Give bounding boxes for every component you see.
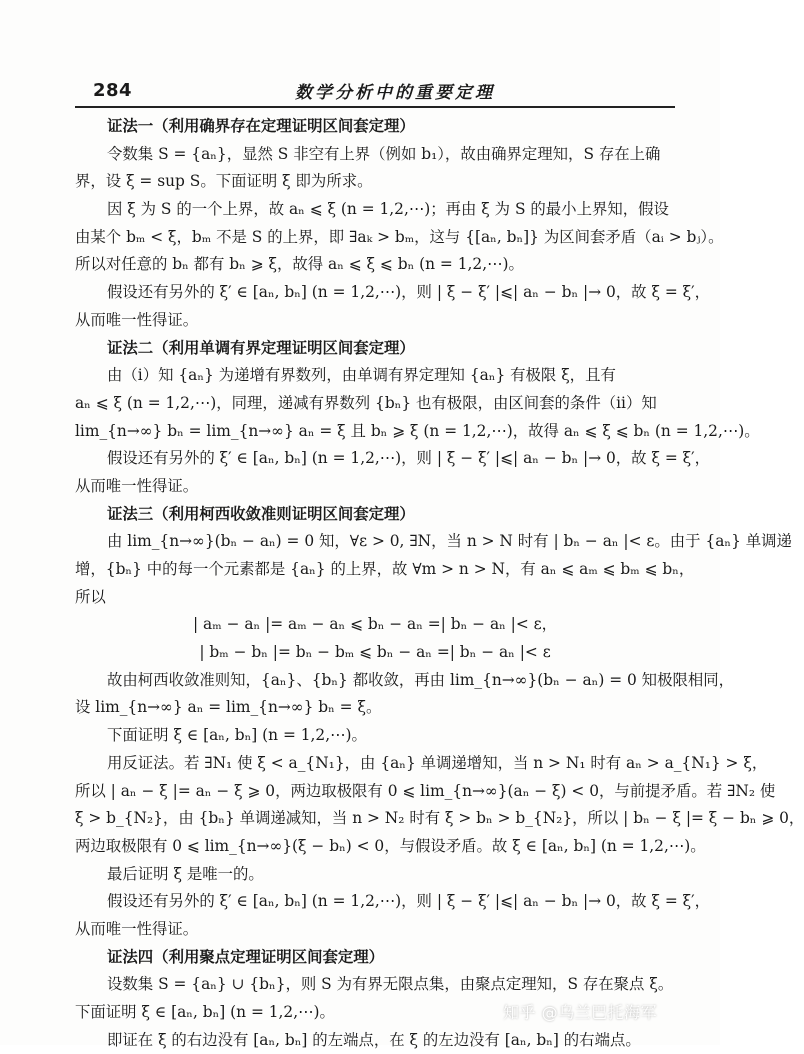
text-line: 假设还有另外的 ξ′ ∈ [aₙ, bₙ] (n = 1,2,⋯)，则 | ξ − ξ′ |⩽| aₙ − bₙ |→ 0，故 ξ = ξ′， [107,283,710,302]
text-line: 由（i）知 {aₙ} 为递增有界数列，由单调有界定理知 {aₙ} 有极限 ξ，且有 [107,366,616,385]
section-heading: 证法二（利用单调有界定理证明区间套定理） [107,338,415,357]
display-formula: | aₘ − aₙ |= aₘ − aₙ ⩽ bₙ − aₙ =| bₙ − aₙ |< ε， [192,615,558,634]
zhihu-watermark: 知乎 @乌兰巴托海军 [503,1003,658,1022]
text-line: 由某个 bₘ < ξ，bₘ 不是 S 的上界，即 ∃aₖ > bₘ，这与 {[aₙ, bₙ]} 为区间套矛盾（aᵢ > bⱼ）。 [75,227,724,246]
page-number: 284 [93,80,133,101]
running-header [75,78,675,106]
section-heading: 证法三（利用柯西收敛准则证明区间套定理） [107,504,415,523]
text-line: 因 ξ 为 S 的一个上界，故 aₙ ⩽ ξ (n = 1,2,⋯)；再由 ξ 为 S 的最小上界知，假设 [107,200,669,219]
text-line: 两边取极限有 0 ⩽ lim_{n→∞}(ξ − bₙ) < 0，与假设矛盾。故 ξ ∈ [aₙ, bₙ] (n = 1,2,⋯)。 [75,836,706,855]
text-line: 假设还有另外的 ξ′ ∈ [aₙ, bₙ] (n = 1,2,⋯)，则 | ξ − ξ′ |⩽| aₙ − bₙ |→ 0，故 ξ = ξ′， [107,892,710,911]
text-line: 界，设 ξ = sup S。下面证明 ξ 即为所求。 [75,172,373,191]
text-line: 所以 | aₙ − ξ |= aₙ − ξ ⩾ 0，两边取极限有 0 ⩽ lim_{n→∞}(aₙ − ξ) < 0，与前提矛盾。若 ∃N₂ 使 [75,781,776,800]
running-title: 数学分析中的重要定理 [295,83,495,103]
header-rule [75,106,675,108]
text-line: 下面证明 ξ ∈ [aₙ, bₙ] (n = 1,2,⋯)。 [75,1003,335,1021]
text-line: 所以对任意的 bₙ 都有 bₙ ⩾ ξ，故得 aₙ ⩽ ξ ⩽ bₙ (n = 1,2,⋯)。 [75,255,524,274]
section-heading: 证法四（利用聚点定理证明区间套定理） [107,947,385,966]
text-line: aₙ ⩽ ξ (n = 1,2,⋯)，同理，递减有界数列 {bₙ} 也有极限，由区间套的条件（ii）知 [75,393,657,412]
text-line: 设 lim_{n→∞} aₙ = lim_{n→∞} bₙ = ξ。 [75,698,382,717]
text-line: 令数集 S = {aₙ}，显然 S 非空有上界（例如 b₁），故由确界定理知，S 存在上确 [107,144,661,163]
text-line: 从而唯一性得证。 [75,919,199,938]
text-line: 用反证法。若 ∃N₁ 使 ξ < a_{N₁}，由 {aₙ} 单调递增知，当 n > N₁ 时有 aₙ > a_{N₁} > ξ， [107,753,768,772]
text-line: 下面证明 ξ ∈ [aₙ, bₙ] (n = 1,2,⋯)。 [107,726,367,745]
text-line: lim_{n→∞} bₙ = lim_{n→∞} aₙ = ξ 且 bₙ ⩾ ξ (n = 1,2,⋯)，故得 aₙ ⩽ ξ ⩽ bₙ (n = 1,2,⋯)。 [75,421,760,440]
text-line: 设数集 S = {aₙ} ∪ {bₙ}，则 S 为有界无限点集，由聚点定理知，S 存在聚点 ξ。 [107,975,674,994]
text-line: 从而唯一性得证。 [75,310,199,329]
display-formula: | bₘ − bₙ |= bₙ − bₘ ⩽ bₙ − aₙ =| bₙ − aₙ |< ε [199,643,551,662]
text-line: ξ > b_{N₂}，由 {bₙ} 单调递减知，当 n > N₂ 时有 ξ > bₙ > b_{N₂}，所以 | bₙ − ξ |= ξ − bₙ ⩾ 0， [75,809,804,828]
text-line: 所以 [75,587,106,606]
text-line: 最后证明 ξ 是唯一的。 [107,864,264,883]
text-line: 从而唯一性得证。 [75,476,199,495]
text-line: 故由柯西收敛准则知，{aₙ}、{bₙ} 都收敛，再由 lim_{n→∞}(bₙ − aₙ) = 0 知极限相同， [107,670,735,689]
text-line: 假设还有另外的 ξ′ ∈ [aₙ, bₙ] (n = 1,2,⋯)，则 | ξ − ξ′ |⩽| aₙ − bₙ |→ 0，故 ξ = ξ′， [107,449,710,468]
text-line: 即证在 ξ 的右边没有 [aₙ, bₙ] 的左端点，在 ξ 的左边没有 [aₙ, bₙ] 的右端点。 [107,1030,641,1049]
section-heading: 证法一（利用确界存在定理证明区间套定理） [107,117,415,135]
text-line: 增，{bₙ} 中的每一个元素都是 {aₙ} 的上界，故 ∀m > n > N，有 aₙ ⩽ aₘ ⩽ bₘ ⩽ bₙ， [75,560,695,578]
text-line: 由 lim_{n→∞}(bₙ − aₙ) = 0 知，∀ε > 0, ∃N，当 n > N 时有 | bₙ − aₙ |< ε。由于 {aₙ} 单调递 [107,532,792,551]
